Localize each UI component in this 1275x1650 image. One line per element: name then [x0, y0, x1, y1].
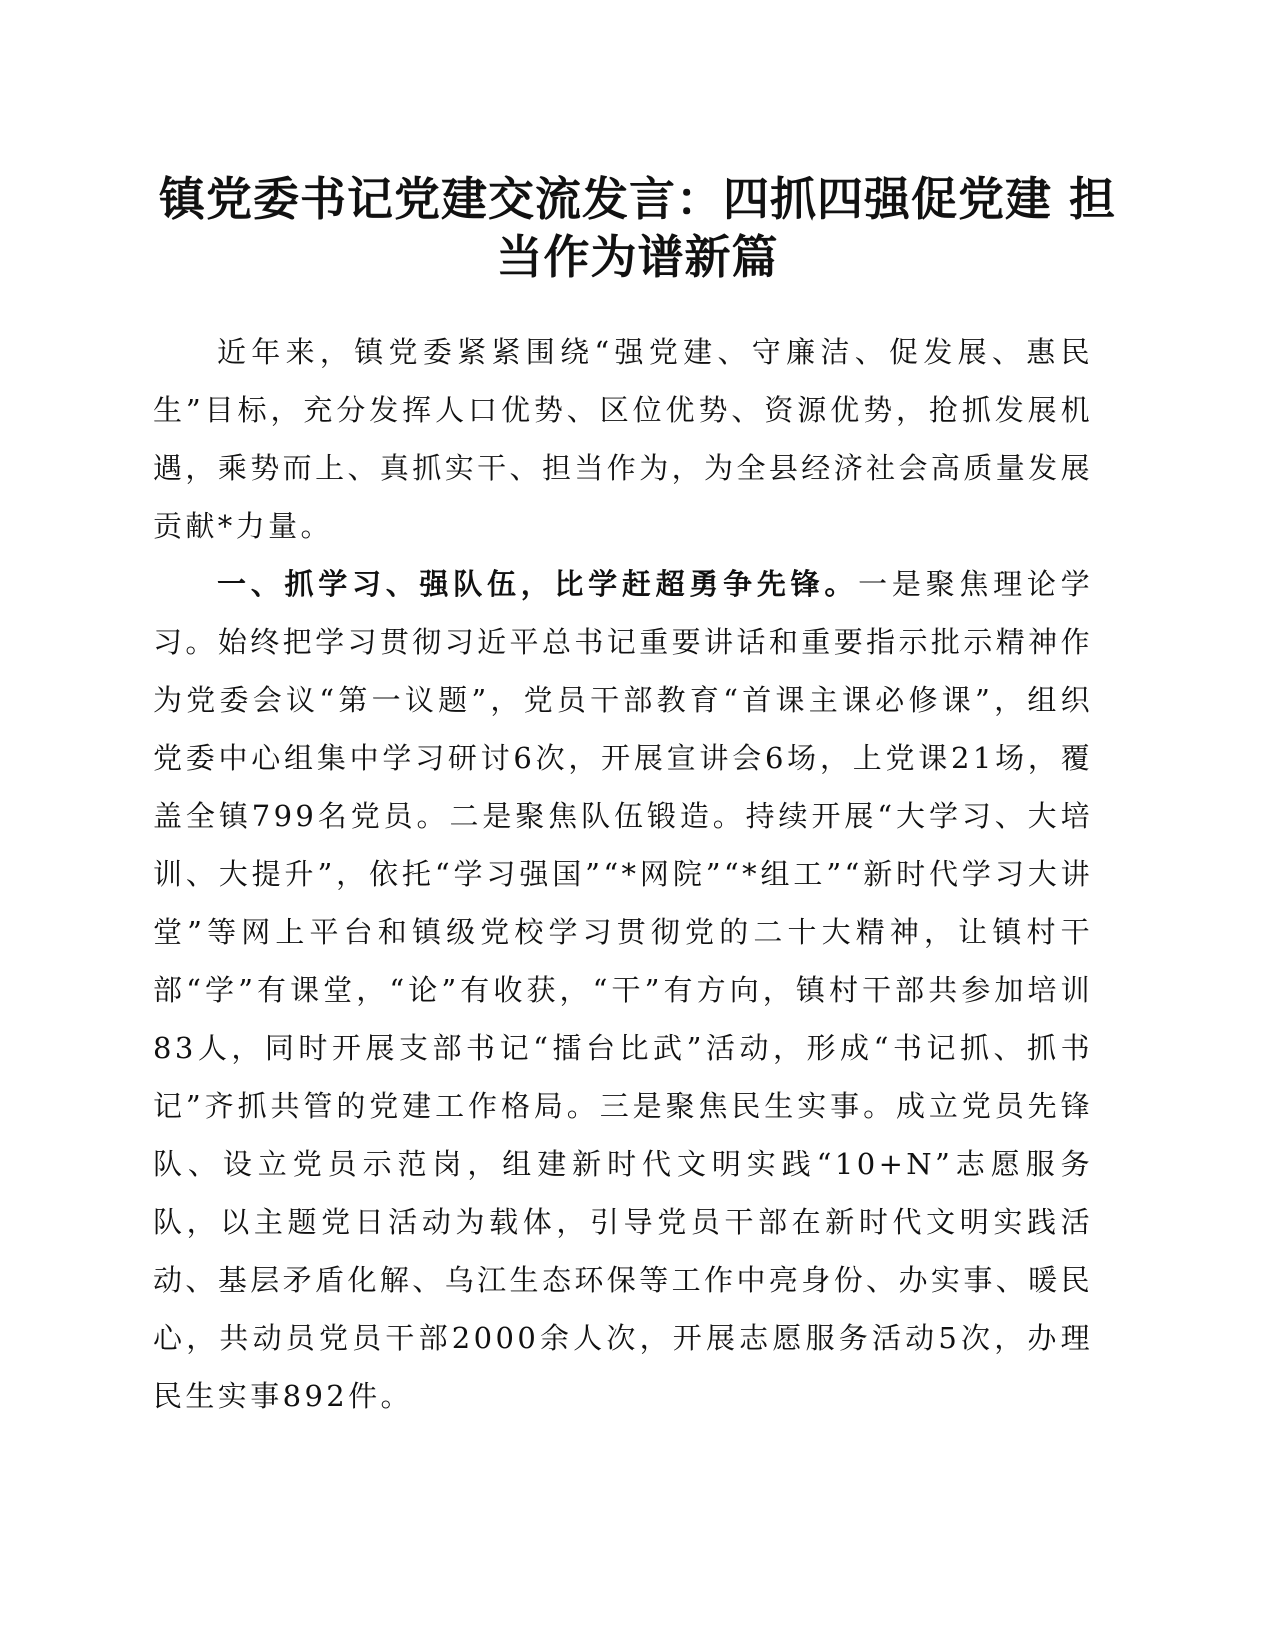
document-title: [140, 170, 1135, 286]
paragraph-intro: [153, 323, 1093, 555]
title-line-1: 镇党委书记党建交流发言：四抓四强促党建 担: [158, 172, 1116, 226]
paragraph-section-1: [153, 555, 1093, 1425]
paragraph-text: 一是聚焦理论学习。始终把学习贯彻习近平总书记重要讲话和重要指示批示精神作为党委会议“第一议题”，党员干部教育“首课主课必修课”，组织党委中心组集中学习研讨6次，开展宣讲会6场，上党课21场，覆盖全镇799名党员。二是聚焦队伍锻造。持续开展“大学习、大培训、大提升”，依托“学习强国”“*网院”“*组工”“新时代学习大讲堂”等网上平台和镇级党校学习贯彻党的二十大精神，让镇村干部“学”有课堂，“论”有收获，“干”有方向，镇村干部共参加培训83人，同时开展支部书记“擂台比武”活动，形成“书记抓、抓书记”齐抓共管的党建工作格局。三是聚焦民生实事。成立党员先锋队、设立党员示范岗，组建新时代文明实践“10+N”志愿服务队，以主题党日活动为载体，引导党员干部在新时代文明实践活动、基层矛盾化解、乌江生态环保等工作中亮身份、办实事、暖民心，共动员党员干部2000余人次，开展志愿服务活动5次，办理民生实事892件。: [153, 567, 1093, 1413]
paragraph-text: 近年来，镇党委紧紧围绕“强党建、守廉洁、促发展、惠民生”目标，充分发挥人口优势、区位优势、资源优势，抢抓发展机遇，乘势而上、真抓实干、担当作为，为全县经济社会高质量发展贡献*力量。: [153, 335, 1093, 543]
title-line-2: 当作为谱新篇: [496, 230, 779, 284]
section-heading: 一、抓学习、强队伍，比学赶超勇争先锋。: [217, 567, 859, 601]
document-body: [153, 323, 1093, 1425]
